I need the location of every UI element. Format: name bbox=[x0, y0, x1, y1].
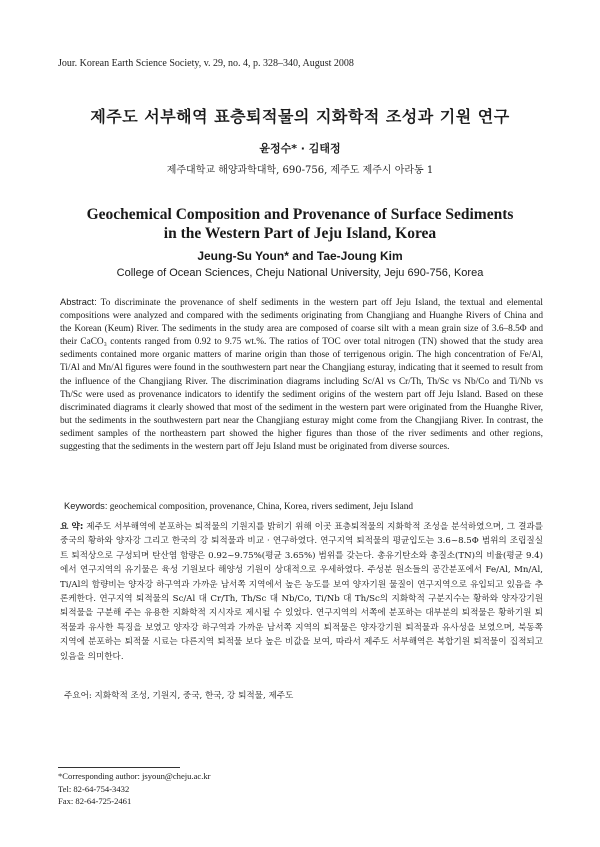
title-english-line1: Geochemical Composition and Provenance of Surface Sediments bbox=[86, 206, 514, 223]
affiliation-korean: 제주대학교 해양과학대학, 690-756, 제주도 제주시 아라동 1 bbox=[166, 165, 434, 176]
abstract-label: Abstract: bbox=[60, 297, 97, 307]
authors-korean: 윤정수* · 김태정 bbox=[259, 142, 341, 155]
keywords-korean bbox=[64, 690, 544, 703]
keywords bbox=[64, 500, 544, 514]
journal-header: Jour. Korean Earth Science Society, v. 29, no. 4, p. 328–340, August 2008 bbox=[58, 58, 354, 69]
footnote-divider bbox=[58, 767, 180, 768]
title-korean: 제주도 서부해역 표층퇴적물의 지화학적 조성과 기원 연구 bbox=[90, 107, 510, 126]
authors-english: Jeung-Su Youn* and Tae-Joung Kim bbox=[197, 249, 403, 263]
summary-korean-label: 요 약: bbox=[60, 522, 84, 532]
fax: Fax: 82-64-725-2461 bbox=[58, 796, 132, 806]
corresponding-author: *Corresponding author: jsyoun@cheju.ac.kr bbox=[58, 771, 211, 781]
abstract-text: To discriminate the provenance of shelf sediments in the western part off Jeju Island, the textual and elemental compositions were analyzed and compared with the sediments originating from Changjiang and Huanghe Rivers of China and the Korean (Keum) River. The sediments in the study area are composed of coarse silt with a mean grain size of 3.6–8.5Φ and their CaCO₃ contents ranged from 0.92 to 9.75 wt.%. The ratios of TOC over total nitrogen (TN) showed that the study area sediments contained more organic matters of marine origin than those of terrigenous origin. The high concentration of Fe/Al, Ti/Al and Mn/Al figures were found in the southwestern part near the Changjiang esturay, indicating that it seemed to result from the influence of the Changjiang River. The discrimination diagrams including Sc/Al vs Cr/Th, Th/Sc vs Nb/Co and Ti/Nb vs Th/Sc were used as provenance indicators to identify the sediment origins of the western part off Jeju Island. Based on these discriminated diagrams it clearly showed that most of the sediment in the western part were originated from the Huanghe River, but the sediments in the southwestern part near the Changjiang esturay might come from the Changjiang River. In contrast, the sediment samples of the northeastern part showed the higher figures than those of the river sediments and other regions, suggesting that the sediments in the western part off Jeju Island must be originated from diverse sources. bbox=[60, 298, 543, 453]
keywords-label: Keywords: bbox=[64, 501, 108, 511]
keywords-text: geochemical composition, provenance, China, Korea, rivers sediment, Jeju Island bbox=[107, 502, 414, 512]
summary-korean-text: 제주도 서부해역에 분포하는 퇴적물의 기원지를 밝히기 위해 이곳 표층퇴적물의 지화학적 조성을 분석하였으며, 그 결과를 중국의 황하와 양자강 그리고 한국의 강 퇴적물과 비교 · 연구하였다. 연구지역 퇴적물의 평균입도는 3.6~8.5Φ 범위의 조립질실트 퇴적상으로 구성되며 탄산염 함량은 0.92~9.75%(평균 3.65%) 범위를 갖는다. 총유기탄소와 총질소(TN)의 비율(평균 9.4)에서 연구지역의 유기물은 육성 기원보다 해양성 기원이 상대적으로 우세하였다. 주성분 원소들의 공간분포에서 Fe/Al, Mn/Al, Ti/Al의 함량비는 양자강 하구역과 가까운 남서쪽 지역에서 높은 농도를 보여 양자기원 물질이 연구지역으로 유입되고 있음을 추론케한다. 연구지역 퇴적물의 Sc/Al 대 Cr/Th, Th/Sc 대 Nb/Co, Ti/Nb 대 Th/Sc의 지화학적 구분지수는 황하와 양자강기원 퇴적물을 구분해 주는 유용한 지화학적 지시자로 제시될 수 있었다. 연구지역의 서쪽에 분포하는 대부분의 퇴적물은 황하기원 퇴적물과 유사한 특징을 보였고 양자강 하구역과 가까운 남서쪽 지역의 퇴적물은 양자강기원 퇴적물과 유사성을 보였으며, 북동쪽 지역에 분포하는 퇴적물 시료는 다른지역 퇴적물 보다 높은 비값을 보여, 따라서 제주도 서부해역은 복합기원 퇴적물이 집적되고 있음을 의미한다. bbox=[60, 522, 543, 662]
affiliation-english: College of Ocean Sciences, Cheju National University, Jeju 690-756, Korea bbox=[116, 267, 484, 279]
abstract bbox=[60, 296, 543, 454]
keywords-korean-label: 주요어: bbox=[64, 691, 92, 701]
title-english-line2: in the Western Part of Jeju Island, Korea bbox=[163, 225, 437, 242]
summary-korean bbox=[60, 520, 543, 664]
footnote bbox=[58, 770, 211, 808]
title-english bbox=[60, 205, 540, 243]
keywords-korean-text: 지화학적 조성, 기원지, 중국, 한국, 강 퇴적물, 제주도 bbox=[91, 691, 294, 701]
telephone: Tel: 82-64-754-3432 bbox=[58, 783, 130, 794]
